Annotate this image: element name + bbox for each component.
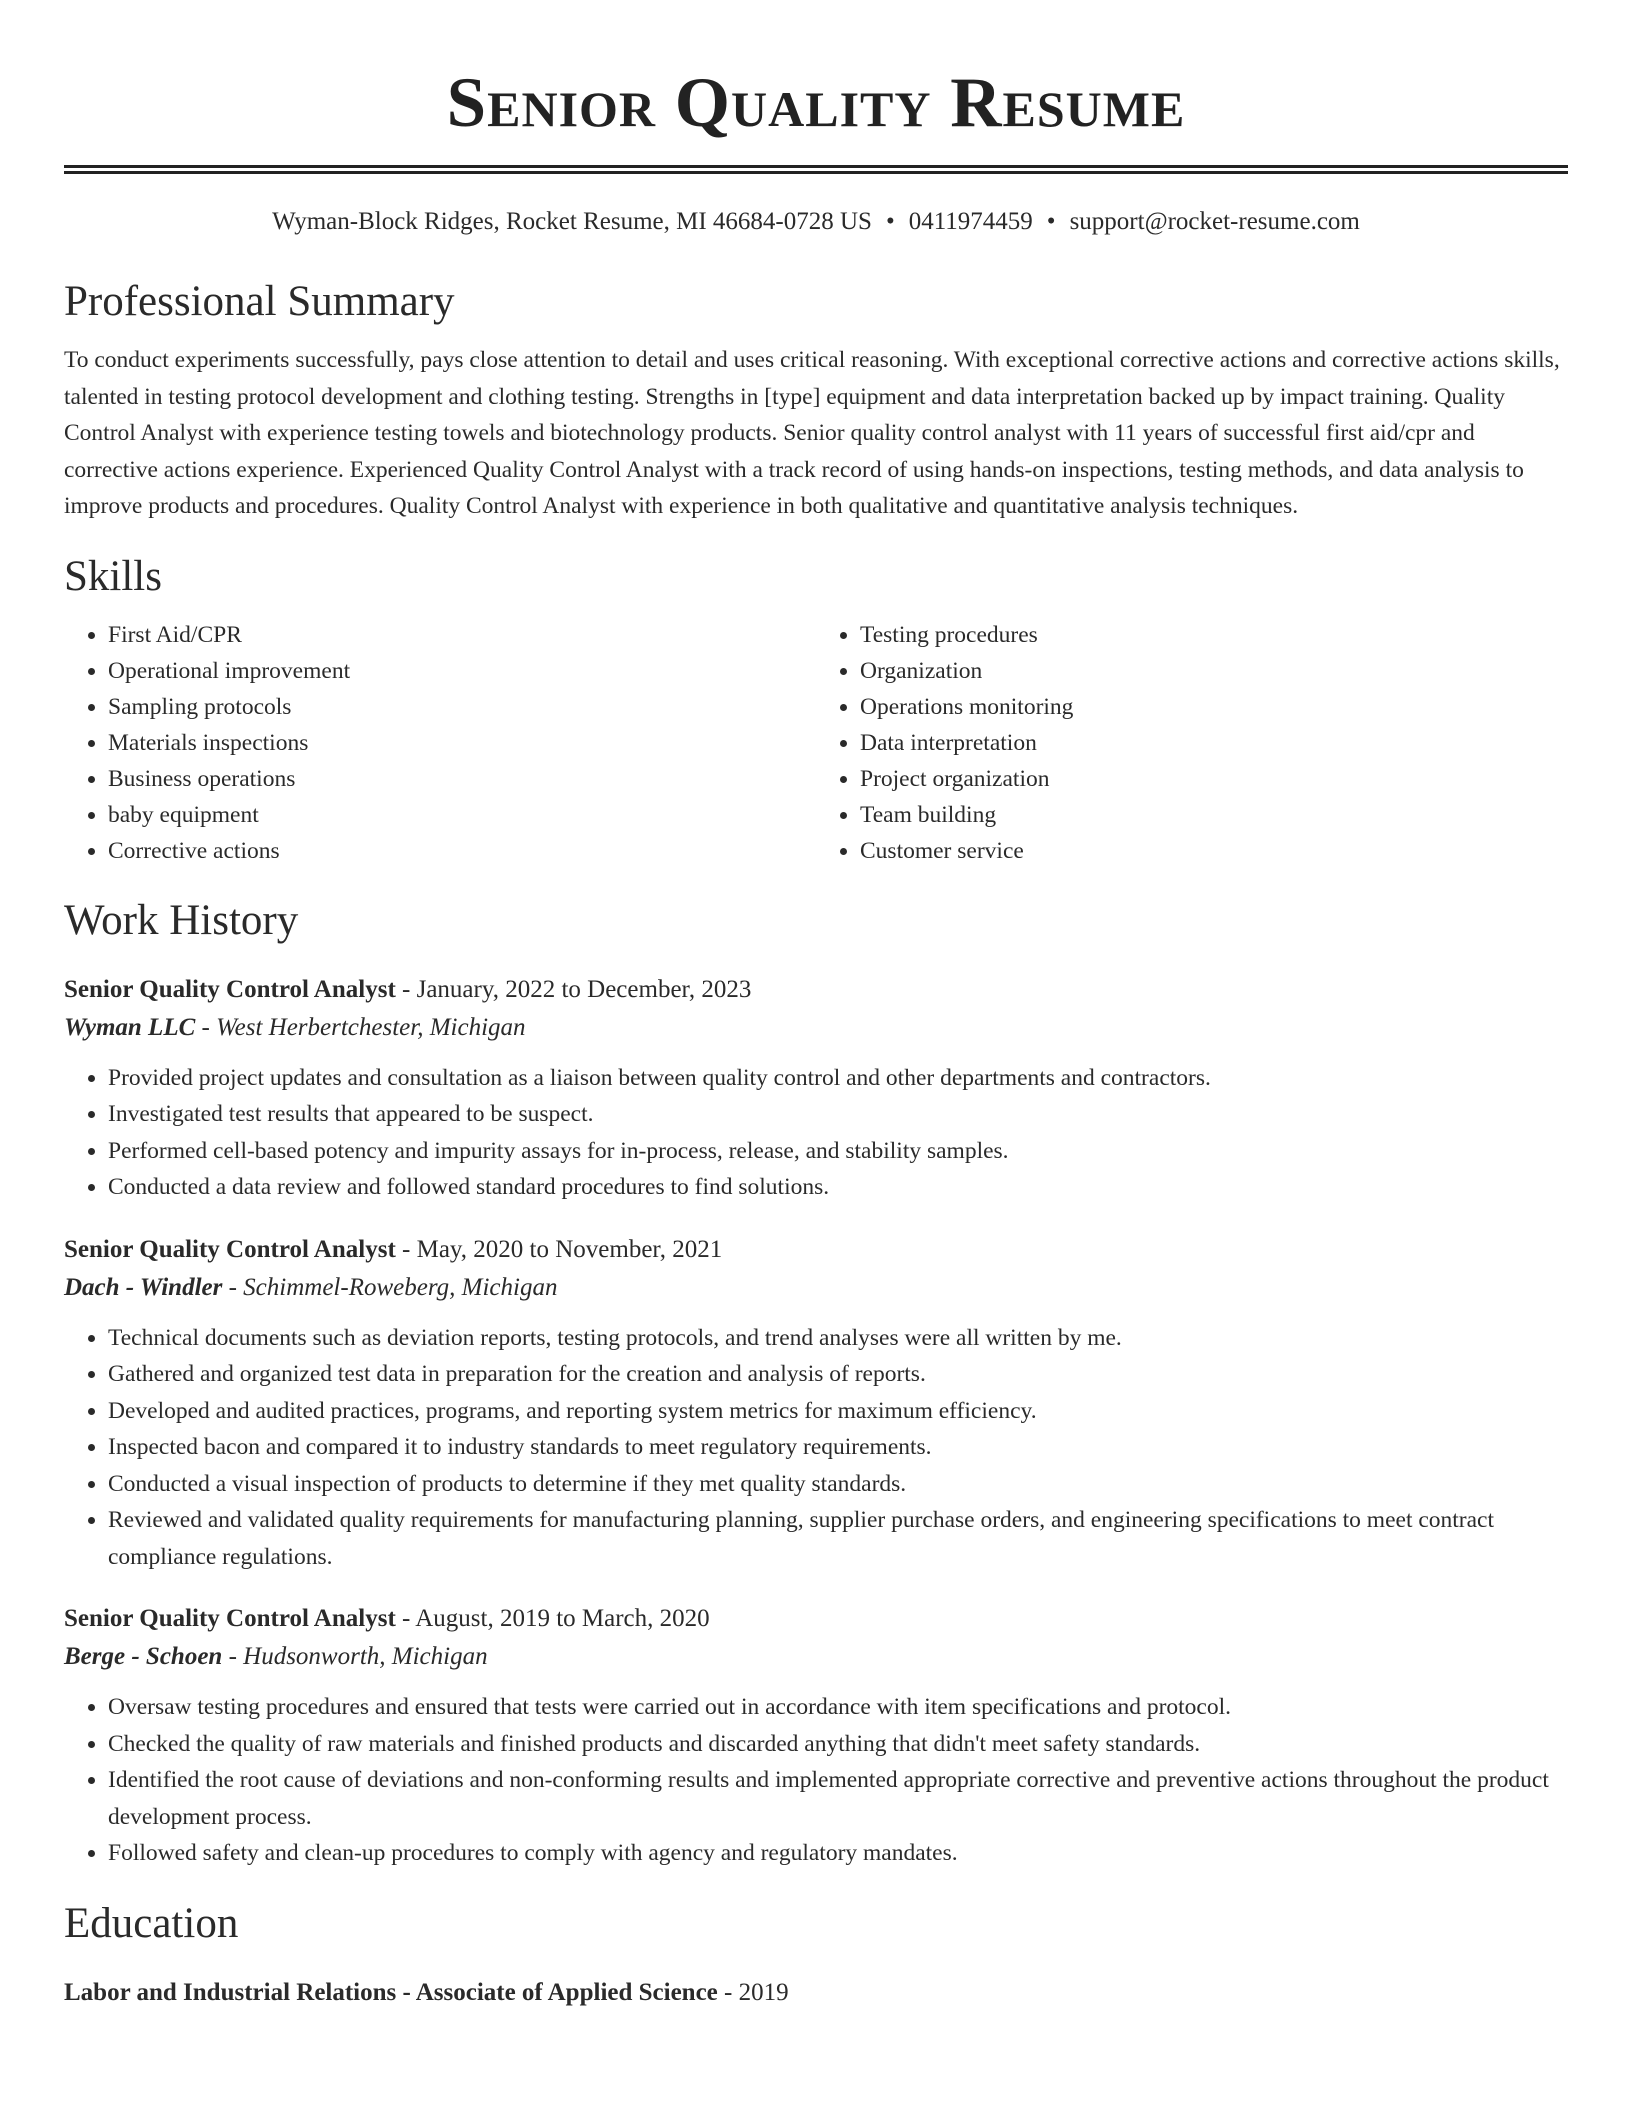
skill-item: • Customer service [860,833,1568,869]
job-company: Dach - Windler [64,1273,223,1301]
job-bullet: • Provided project updates and consultation as a liaison between quality control and other departments and contractors. [108,1060,1568,1097]
job-bullet: • Oversaw testing procedures and ensured that tests were carried out in accordance with item specifications and protocol. [108,1689,1568,1726]
job-title: Senior Quality Control Analyst [64,1605,396,1632]
job-bullet: • Investigated test results that appeared to be suspect. [108,1096,1568,1133]
skills-grid [64,617,1568,869]
contact-separator: • [885,208,895,235]
job-bullet: • Inspected bacon and compared it to industry standards to meet regulatory requirements. [108,1429,1568,1466]
job-dates: - August, 2019 to March, 2020 [395,1605,710,1632]
contact-address: Wyman-Block Ridges, Rocket Resume, MI 46684-0728 US [272,208,872,235]
job-bullet: • Conducted a data review and followed standard procedures to find solutions. [108,1169,1568,1206]
skill-item: • Testing procedures [860,617,1568,653]
skill-item: • Project organization [860,761,1568,797]
job-bullet: • Developed and audited practices, programs, and reporting system metrics for maximum efficiency. [108,1393,1568,1430]
job-header [64,1600,1568,1638]
resume-title: Senior Quality Resume [446,64,1186,142]
summary-text: To conduct experiments successfully, pays close attention to detail and uses critical reasoning. With exceptional corrective actions and corrective actions skills, talented in testing protocol development and clothing testing. Strengths in [type] equipment and data interpretation backed up by impact training. Quality Control Analyst with experience testing towels and biotechnology products. Senior quality control analyst with 11 years of successful first aid/cpr and corrective actions experience. Experienced Quality Control Analyst with a track record of using hands-on inspections, testing methods, and data analysis to improve products and procedures. Quality Control Analyst with experience in both qualitative and quantitative analysis techniques. [64,347,1560,519]
job-dates: - January, 2022 to December, 2023 [395,975,752,1003]
job-bullet: • Performed cell-based potency and impurity assays for in-process, release, and stability samples. [108,1133,1568,1170]
job-dates: - May, 2020 to November, 2021 [395,1235,723,1263]
job-header [64,971,1568,1009]
job-title: Senior Quality Control Analyst [64,1235,396,1263]
title-divider [64,165,1568,174]
education-year: - 2019 [717,1978,789,2006]
job-bullets [64,1320,1568,1576]
job-bullets [64,1689,1568,1872]
job-location: - West Herbertchester, Michigan [195,1013,526,1041]
job-header [64,1231,1568,1269]
summary-heading: Professional Summary [64,278,455,325]
skill-item: • Sampling protocols [108,689,816,725]
job-employer [64,1638,1568,1676]
skill-item: • Operational improvement [108,653,816,689]
contact-email: support@rocket-resume.com [1069,208,1360,235]
skill-item: • Data interpretation [860,725,1568,761]
skills-list-right [816,617,1568,869]
education-heading: Education [64,1899,239,1947]
contact-phone: 0411974459 [908,208,1033,235]
job-bullet: • Conducted a visual inspection of products to determine if they met quality standards. [108,1466,1568,1503]
job-bullet: • Followed safety and clean-up procedures to comply with agency and regulatory mandates. [108,1835,1568,1872]
job-entry [64,1600,1568,1872]
job-bullet: • Technical documents such as deviation reports, testing protocols, and trend analyses were all written by me. [108,1320,1568,1357]
skill-item: • Team building [860,797,1568,833]
skill-item: • Business operations [108,761,816,797]
skill-item: • Materials inspections [108,725,816,761]
skill-item: • First Aid/CPR [108,617,816,653]
job-company: Berge - Schoen [64,1643,223,1670]
work-history-heading: Work History [64,896,299,944]
job-employer [64,1269,1568,1307]
education-degree: Labor and Industrial Relations - Associate of Applied Science [64,1978,718,2006]
skill-item: • Corrective actions [108,833,816,869]
skill-item: • Organization [860,653,1568,689]
job-entry [64,1231,1568,1576]
job-entry [64,971,1568,1206]
skills-list-left [64,617,816,869]
job-location: - Schimmel-Roweberg, Michigan [222,1273,558,1301]
job-location: - Hudsonworth, Michigan [222,1643,488,1670]
job-bullet: • Checked the quality of raw materials and finished products and discarded anything that didn't meet safety standards. [108,1726,1568,1763]
skill-item: • Operations monitoring [860,689,1568,725]
education-entry [64,1974,1568,2012]
job-title: Senior Quality Control Analyst [64,975,396,1003]
job-employer [64,1009,1568,1047]
skills-heading: Skills [64,552,162,600]
job-bullet: • Reviewed and validated quality requirements for manufacturing planning, supplier purchase orders, and engineering specifications to meet contract compliance regulations. [108,1502,1568,1575]
job-bullet: • Gathered and organized test data in preparation for the creation and analysis of reports. [108,1356,1568,1393]
job-bullet: • Identified the root cause of deviations and non-conforming results and implemented appropriate corrective and preventive actions throughout the product development process. [108,1762,1568,1835]
contact-separator: • [1046,208,1056,235]
skill-item: • baby equipment [108,797,816,833]
job-bullets [64,1060,1568,1206]
job-company: Wyman LLC [64,1013,196,1041]
contact-line [64,206,1568,238]
